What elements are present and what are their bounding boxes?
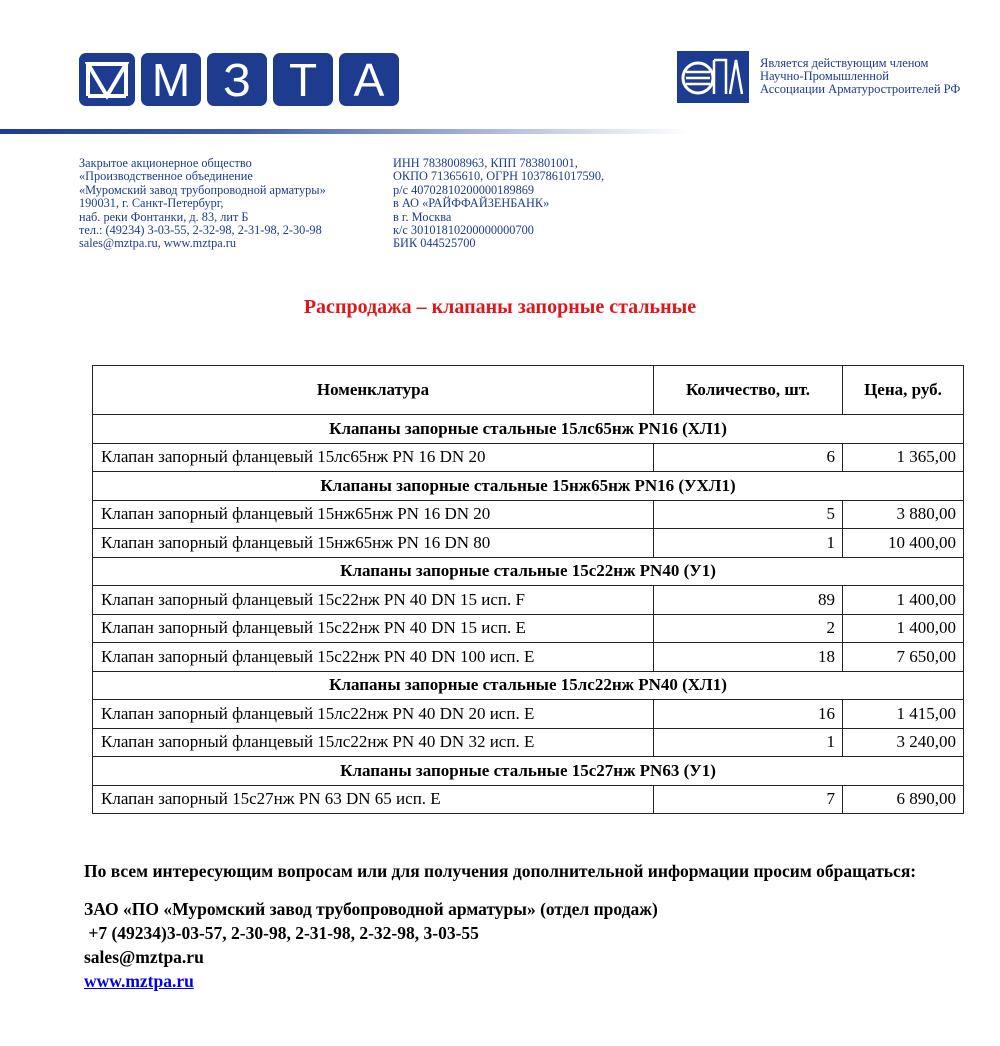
item-price: 1 365,00 <box>843 443 964 472</box>
contacts-email: sales@mztpa.ru <box>84 947 204 967</box>
table-body <box>93 415 964 814</box>
group-row <box>93 415 964 444</box>
contacts-intro: По всем интересующим вопросам или для получения дополнительной информации просим обращаться: <box>84 861 917 881</box>
association-line-3: Ассоциации Арматуростроителей РФ <box>760 82 961 96</box>
contacts-company: ЗАО «ПО «Муромский завод трубопроводной арматуры» (отдел продаж) <box>84 899 658 919</box>
item-qty: 1 <box>654 728 843 757</box>
table-row <box>93 614 964 643</box>
item-qty: 2 <box>654 614 843 643</box>
group-row <box>93 757 964 786</box>
requisite-line: ИНН 7838008963, КПП 783801001, <box>393 156 578 170</box>
association-membership <box>677 51 960 103</box>
bank-requisites <box>393 157 604 251</box>
table-row <box>93 643 964 672</box>
requisite-line: ОКПО 71365610, ОГРН 1037861017590, <box>393 169 605 184</box>
address-line: наб. реки Фонтанки, д. 83, лит Б <box>79 209 249 224</box>
item-price: 3 240,00 <box>843 728 964 757</box>
item-name: Клапан запорный фланцевый 15с22нж PN 40 DN 100 исп. Е <box>93 643 654 672</box>
item-name: Клапан запорный фланцевый 15нж65нж PN 16 DN 20 <box>93 500 654 529</box>
table-row <box>93 443 964 472</box>
item-qty: 5 <box>654 500 843 529</box>
npaa-logo-icon <box>677 51 749 103</box>
item-qty: 1 <box>654 529 843 558</box>
page-title: Распродажа – клапаны запорные стальные <box>303 296 697 318</box>
item-qty: 7 <box>654 785 843 814</box>
association-line-2: Научно-Промышленной <box>760 69 889 83</box>
price-table <box>92 365 964 814</box>
address-line: тел.: (49234) 3-03-55, 2-32-98, 2-31-98, 2-30-98 <box>79 223 322 238</box>
group-title: Клапаны запорные стальные 15с27нж PN63 (У1) <box>93 757 964 786</box>
table-row <box>93 500 964 529</box>
requisite-line: в АО «РАЙФФАЙЗЕНБАНК» <box>393 196 550 211</box>
item-price: 6 890,00 <box>843 785 964 814</box>
item-price: 3 880,00 <box>843 500 964 529</box>
requisite-line: р/с 40702810200000189869 <box>393 182 535 197</box>
table-row <box>93 529 964 558</box>
address-line: «Муромский завод трубопроводной арматуры» <box>79 182 326 197</box>
requisite-line: в г. Москва <box>393 209 452 224</box>
logo-letter-t: Т <box>273 53 333 106</box>
item-price: 10 400,00 <box>843 529 964 558</box>
item-name: Клапан запорный фланцевый 15лс22нж PN 40 DN 32 исп. Е <box>93 728 654 757</box>
item-price: 7 650,00 <box>843 643 964 672</box>
header-name: Номенклатура <box>93 366 654 415</box>
logo-letter-z: З <box>207 53 267 106</box>
logo-letter-m: М <box>141 53 201 106</box>
address-line: «Производственное объединение <box>79 169 253 184</box>
table-row <box>93 586 964 615</box>
association-line-1: Является действующим членом <box>760 56 929 70</box>
company-logo <box>79 53 399 106</box>
item-qty: 6 <box>654 443 843 472</box>
address-line: sales@mztpa.ru, www.mztpa.ru <box>79 236 237 251</box>
table-row <box>93 785 964 814</box>
logo-valve-icon <box>79 53 135 106</box>
item-name: Клапан запорный 15с27нж PN 63 DN 65 исп. Е <box>93 785 654 814</box>
group-row <box>93 671 964 700</box>
item-name: Клапан запорный фланцевый 15лс22нж PN 40 DN 20 исп. Е <box>93 700 654 729</box>
item-name: Клапан запорный фланцевый 15нж65нж PN 16 DN 80 <box>93 529 654 558</box>
item-name: Клапан запорный фланцевый 15с22нж PN 40 DN 15 исп. Е <box>93 614 654 643</box>
header-price: Цена, руб. <box>843 366 964 415</box>
table-row <box>93 728 964 757</box>
item-qty: 16 <box>654 700 843 729</box>
group-row <box>93 557 964 586</box>
table-row <box>93 700 964 729</box>
group-title: Клапаны запорные стальные 15нж65нж PN16 (УХЛ1) <box>93 472 964 501</box>
website-link[interactable]: www.mztpa.ru <box>84 971 194 991</box>
address-line: 190031, г. Санкт-Петербург, <box>79 196 224 211</box>
company-address <box>79 157 326 251</box>
group-title: Клапаны запорные стальные 15с22нж PN40 (У1) <box>93 557 964 586</box>
contacts-phones: +7 (49234)3-03-57, 2-30-98, 2-31-98, 2-32-98, 3-03-55 <box>84 923 479 943</box>
requisite-line: к/с 30101810200000000700 <box>393 223 534 238</box>
item-qty: 18 <box>654 643 843 672</box>
item-price: 1 400,00 <box>843 586 964 615</box>
item-name: Клапан запорный фланцевый 15лс65нж PN 16 DN 20 <box>93 443 654 472</box>
contacts-section <box>84 859 944 993</box>
group-title: Клапаны запорные стальные 15лс22нж PN40 (ХЛ1) <box>93 671 964 700</box>
address-line: Закрытое акционерное общество <box>79 156 252 170</box>
requisite-line: БИК 044525700 <box>393 236 476 251</box>
item-price: 1 400,00 <box>843 614 964 643</box>
group-row <box>93 472 964 501</box>
item-qty: 89 <box>654 586 843 615</box>
item-name: Клапан запорный фланцевый 15с22нж PN 40 DN 15 исп. F <box>93 586 654 615</box>
header-divider <box>0 129 690 134</box>
item-price: 1 415,00 <box>843 700 964 729</box>
header-qty: Количество, шт. <box>654 366 843 415</box>
group-title: Клапаны запорные стальные 15лс65нж PN16 (ХЛ1) <box>93 415 964 444</box>
table-header-row <box>93 366 964 415</box>
logo-letter-a: А <box>339 53 399 106</box>
